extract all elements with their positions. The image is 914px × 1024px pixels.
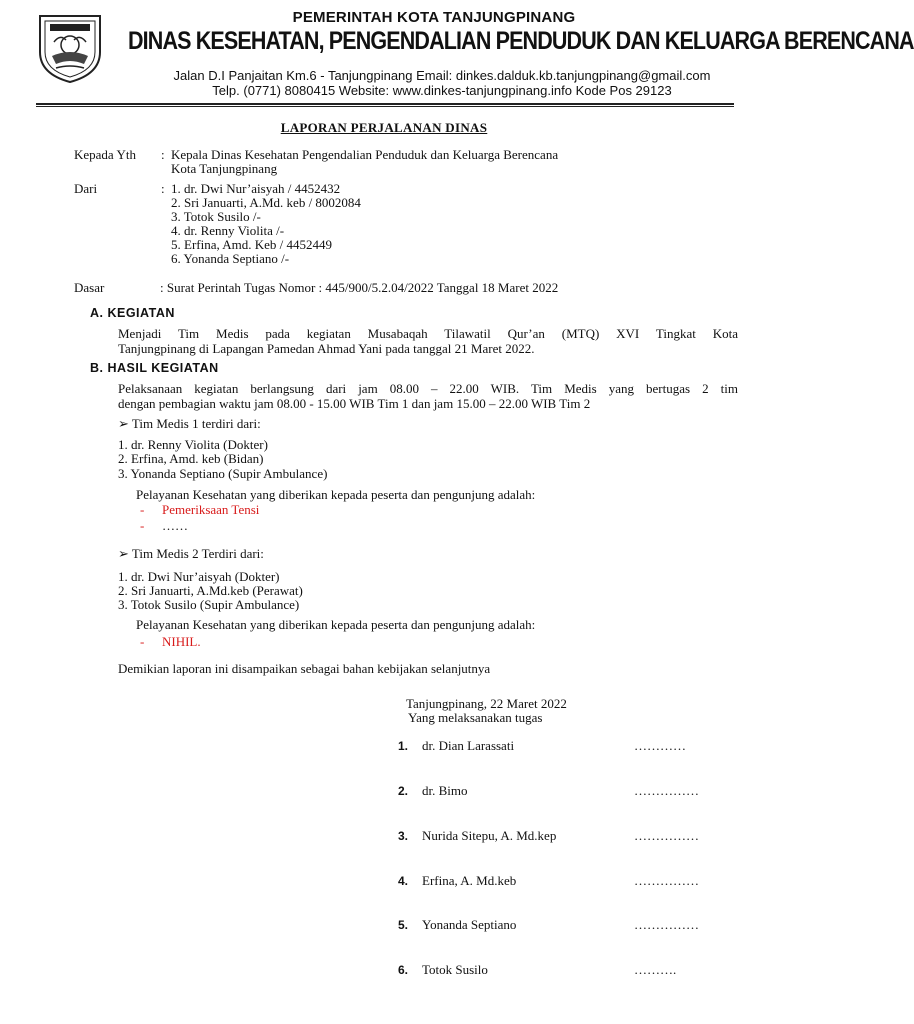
list-item: 2. Sri Januarti, A.Md. keb / 8002084: [171, 195, 361, 210]
kepada-label: Kepada Yth: [74, 147, 136, 162]
signer-number: 3.: [398, 829, 409, 843]
tim2-heading: ➢ Tim Medis 2 Terdiri dari:: [118, 546, 264, 561]
list-item: 3. Totok Susilo /-: [171, 209, 261, 224]
list-item: 4. dr. Renny Violita /-: [171, 223, 285, 238]
list-item: 3. Yonanda Septiano (Supir Ambulance): [118, 466, 328, 481]
section-a-line-1: Menjadi Tim Medis pada kegiatan Musabaqah Tilawatil Qur’an (MTQ) XVI Tingkat Kota: [118, 326, 738, 341]
letterhead-divider: [36, 103, 734, 105]
list-item: 2. Sri Januarti, A.Md.keb (Perawat): [118, 583, 303, 598]
document-title: LAPORAN PERJALANAN DINAS: [280, 120, 488, 135]
dari-colon: :: [161, 181, 165, 196]
section-a-heading: A. KEGIATAN: [90, 306, 175, 320]
closing-statement: Demikian laporan ini disampaikan sebagai bahan kebijakan selanjutnya: [118, 661, 491, 676]
kepada-colon: :: [161, 147, 165, 162]
dash-bullet: -: [140, 634, 145, 649]
signer-name: Nurida Sitepu, A. Md.kep: [422, 828, 557, 843]
signer-number: 2.: [398, 784, 409, 798]
section-b-line-2: dengan pembagian waktu jam 08.00 - 15.00 WIB Tim 1 dan jam 15.00 – 22.00 WIB Tim 2: [118, 396, 591, 411]
signature-line: ……………: [634, 783, 699, 798]
signature-line: …………: [634, 738, 686, 753]
tim1-service-item: Pemeriksaan Tensi: [162, 502, 260, 517]
tim1-service-intro: Pelayanan Kesehatan yang diberikan kepada peserta dan pengunjung adalah:: [136, 487, 536, 502]
tim2-service-item: NIHIL.: [162, 634, 201, 649]
section-b-heading: B. HASIL KEGIATAN: [90, 361, 219, 375]
signature-role: Yang melaksanakan tugas: [408, 710, 543, 725]
tim2-service-intro: Pelayanan Kesehatan yang diberikan kepada peserta dan pengunjung adalah:: [136, 617, 536, 632]
signature-line: ……….: [634, 962, 677, 977]
signer-name: Totok Susilo: [422, 962, 488, 977]
dash-bullet: -: [140, 502, 145, 517]
tim1-heading: ➢ Tim Medis 1 terdiri dari:: [118, 416, 261, 431]
tim1-service-item: ……: [162, 518, 188, 533]
dari-label: Dari: [74, 181, 98, 196]
signer-number: 5.: [398, 918, 409, 932]
letterhead-divider-thin: [36, 106, 734, 107]
signer-name: Yonanda Septiano: [422, 917, 517, 932]
kepada-recipient-city: Kota Tanjungpinang: [171, 161, 278, 176]
signer-number: 6.: [398, 963, 409, 977]
section-b-line-1: Pelaksanaan kegiatan berlangsung dari jam 08.00 – 22.00 WIB. Tim Medis yang bertugas 2 tim: [118, 381, 738, 396]
agency-name: DINAS KESEHATAN, PENGENDALIAN PENDUDUK DAN KELUARGA BERENCANA: [128, 27, 914, 55]
signature-line: ……………: [634, 917, 699, 932]
list-item: 6. Yonanda Septiano /-: [171, 251, 290, 266]
signature-place-date: Tanjungpinang, 22 Maret 2022: [406, 696, 567, 711]
signer-name: Erfina, A. Md.keb: [422, 873, 517, 888]
list-item: 1. dr. Renny Violita (Dokter): [118, 437, 268, 452]
dash-bullet: -: [140, 518, 145, 533]
list-item: 3. Totok Susilo (Supir Ambulance): [118, 597, 300, 612]
agency-address: Jalan D.I Panjaitan Km.6 - Tanjungpinang Email: dinkes.dalduk.kb.tanjungpinang@gmail.com: [173, 68, 711, 83]
list-item: 2. Erfina, Amd. keb (Bidan): [118, 451, 264, 466]
signature-line: ……………: [634, 873, 699, 888]
signer-number: 1.: [398, 739, 409, 753]
dasar-text: : Surat Perintah Tugas Nomor : 445/900/5.2.04/2022 Tanggal 18 Maret 2022: [160, 280, 559, 295]
signature-line: ……………: [634, 828, 699, 843]
agency-contact: Telp. (0771) 8080415 Website: www.dinkes-tanjungpinang.info Kode Pos 29123: [212, 83, 672, 98]
list-item: 5. Erfina, Amd. Keb / 4452449: [171, 237, 333, 252]
signer-name: dr. Dian Larassati: [422, 738, 515, 753]
signer-name: dr. Bimo: [422, 783, 468, 798]
list-item: 1. dr. Dwi Nur’aisyah / 4452432: [171, 181, 341, 196]
signer-number: 4.: [398, 874, 409, 888]
list-item: 1. dr. Dwi Nur’aisyah (Dokter): [118, 569, 280, 584]
government-name: PEMERINTAH KOTA TANJUNGPINANG: [292, 9, 576, 26]
dasar-label: Dasar: [74, 280, 105, 295]
kepada-recipient: Kepala Dinas Kesehatan Pengendalian Penduduk dan Keluarga Berencana: [171, 147, 559, 162]
section-a-line-2: Tanjungpinang di Lapangan Pamedan Ahmad Yani pada tanggal 21 Maret 2022.: [118, 341, 535, 356]
